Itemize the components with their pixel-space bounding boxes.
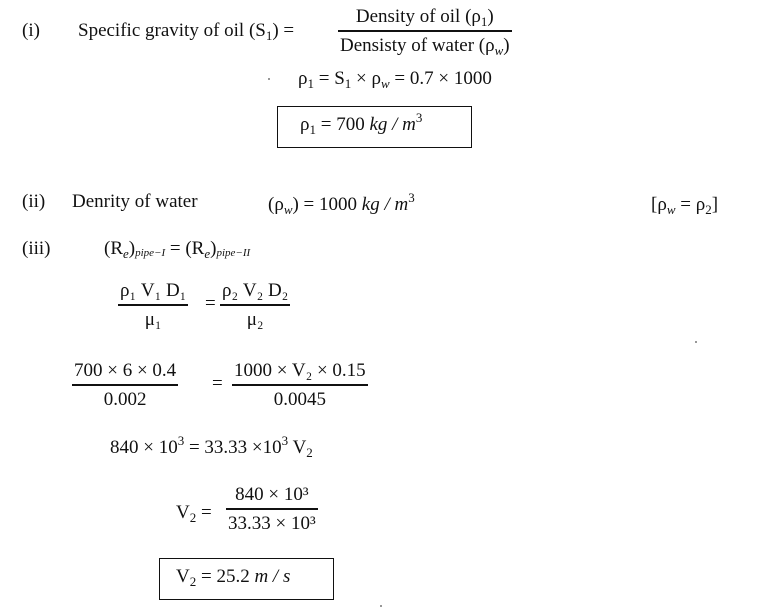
- v2-lhs: $V_2$ =: [176, 502, 212, 525]
- velocity-result: $V_2 = 25.2$ m / s: [176, 566, 291, 589]
- equals-sign: =: [205, 293, 216, 314]
- reynolds-equality: $(R_e)pipe-I$ = $(R_e)pipe-II$: [104, 238, 251, 261]
- velocity-equation: $840 \times 10^3 = 33.33 \times 10^3$ $V_2$: [110, 433, 313, 460]
- v2-fraction: 840 × 10³ 33.33 × 10³: [228, 484, 316, 534]
- step-label-i: (i): [22, 20, 40, 41]
- step-label-iii: (iii): [22, 238, 51, 259]
- fraction-denominator: Densisty of water $(\rho_w)$: [340, 34, 510, 58]
- numeric-fraction-left: 700 × 6 × 0.4 0.002: [74, 360, 177, 410]
- scan-speck: [268, 78, 270, 80]
- step-label-ii: (ii): [22, 191, 46, 212]
- water-density-note: $[\rho_w = \rho_2]$: [651, 194, 719, 217]
- scan-speck: [695, 341, 697, 343]
- reynolds-fraction-left: ρ₁ V₁ D₁ μ₁: [120, 280, 187, 330]
- fraction-numerator: Density of oil $(\rho_1)$: [355, 6, 494, 29]
- numeric-fraction-right: 1000 × V₂ × 0.15 0.0045: [234, 360, 366, 410]
- scan-speck: [380, 605, 382, 607]
- specific-gravity-lhs: Specific gravity of oil $(S_1)$ =: [78, 20, 295, 43]
- equals-sign: =: [212, 373, 223, 394]
- density-oil-equation: $\rho_1 = S_1 \times \rho_w = 0.7 \times 1000$: [298, 68, 492, 91]
- water-density-text: Denrity of water: [72, 191, 198, 212]
- specific-gravity-fraction: [338, 6, 512, 57]
- reynolds-fraction-right: ρ₂ V₂ D₂ μ₂: [222, 280, 289, 330]
- density-oil-result: $\rho_1 = 700$ kg / $m^3$: [300, 110, 423, 137]
- water-density-equation: $(\rho_w) = 1000$ kg / $m^3$: [268, 190, 415, 217]
